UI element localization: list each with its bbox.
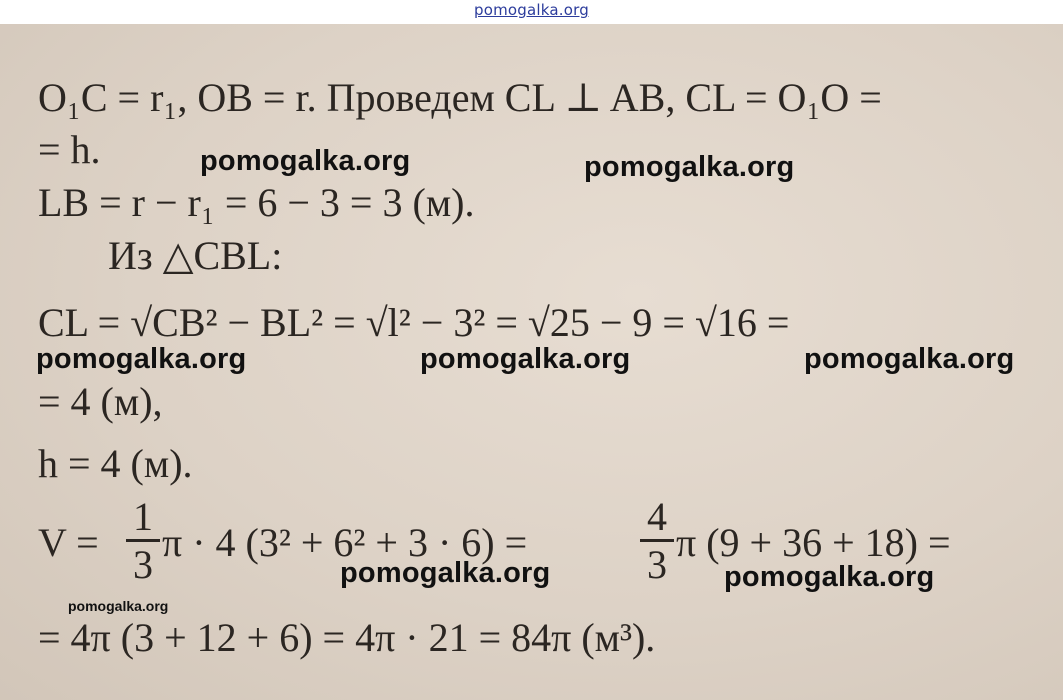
watermark: pomogalka.org [584,151,795,183]
solution-line-5: CL = √CB² − BL² = √l² − 3² = √25 − 9 = √16 = [38,300,790,345]
site-link[interactable]: pomogalka.org [474,1,589,19]
solution-line-3: LB = r − r₁ = 6 − 3 = 3 (м). [38,180,475,225]
fraction-denominator: 3 [647,542,667,587]
watermark: pomogalka.org [420,343,631,375]
solution-line-9: = 4π (3 + 12 + 6) = 4π · 21 = 84π (м³). [38,615,656,660]
volume-expression: π · 4 (3² + 6² + 3 · 6) = [162,520,528,565]
fraction-denominator: 3 [133,542,153,587]
solution-line-4: Из △CBL: [108,233,283,278]
watermark: pomogalka.org [200,145,411,177]
fraction-bar [126,539,160,542]
watermark: pomogalka.org [340,557,551,589]
solution-line-7: h = 4 (м). [38,441,193,486]
fraction-one-third [126,494,160,587]
fraction-numerator: 1 [133,494,153,539]
watermark: pomogalka.org [36,343,247,375]
scanned-page [0,24,1063,700]
solution-line-1: O₁C = r₁, OB = r. Проведем CL ⊥ AB, CL = O₁O = [38,75,882,120]
watermark-small: pomogalka.org [68,598,169,614]
solution-line-6: = 4 (м), [38,379,163,424]
fraction-bar [640,539,674,542]
watermark: pomogalka.org [724,561,935,593]
fraction-numerator: 4 [647,494,667,539]
fraction-four-thirds [640,494,674,587]
top-strip [0,0,1063,24]
volume-expression-continued: π (9 + 36 + 18) = [676,520,951,565]
watermark: pomogalka.org [804,343,1015,375]
solution-line-2: = h. [38,127,101,172]
volume-lhs: V = [38,520,99,565]
